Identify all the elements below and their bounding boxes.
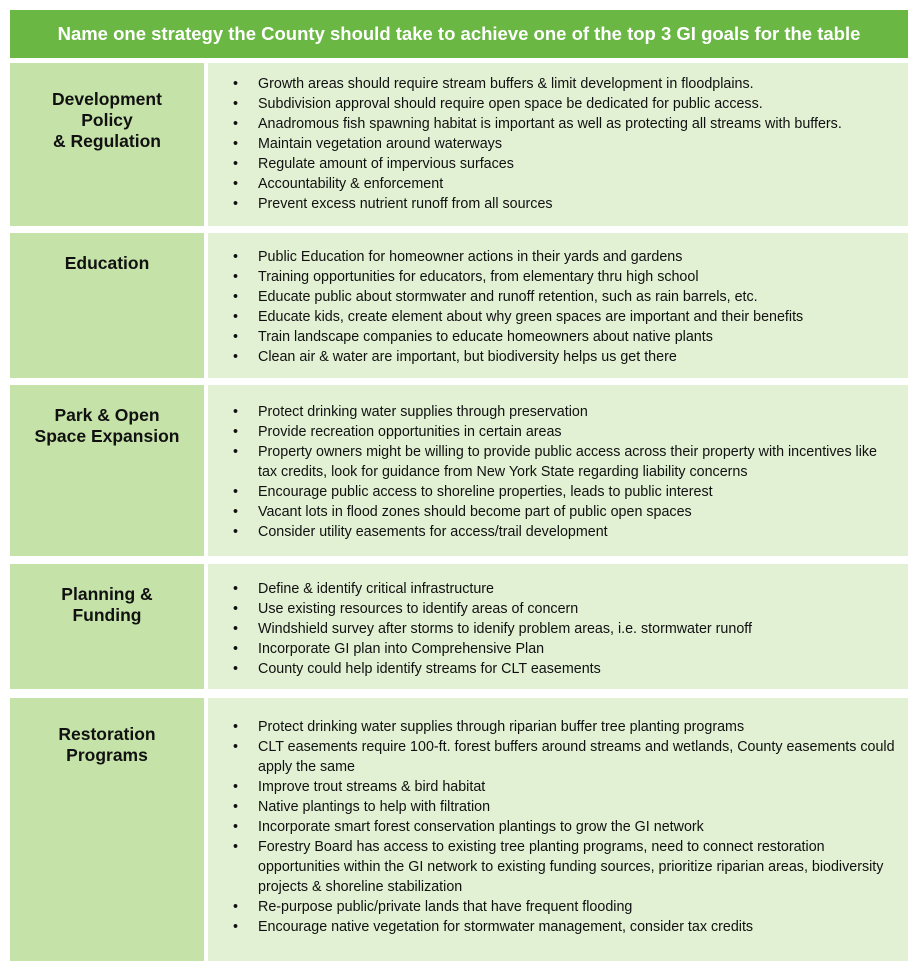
list-item: • Growth areas should require stream buffers & limit development in floodplains. xyxy=(208,74,896,94)
list-item: • Educate kids, create element about why green spaces are important and their benefits xyxy=(208,307,896,327)
list-item: • Subdivision approval should require open space be dedicated for public access. xyxy=(208,94,896,114)
section-education xyxy=(10,233,908,378)
list-item: • CLT easements require 100-ft. forest buffers around streams and wetlands, County easements could apply the same xyxy=(208,737,896,777)
list-item: • Protect drinking water supplies through preservation xyxy=(208,402,896,422)
section-restoration-programs xyxy=(10,698,908,961)
list-item: • Encourage public access to shoreline properties, leads to public interest xyxy=(208,482,896,502)
list-item: • Use existing resources to identify areas of concern xyxy=(208,599,896,619)
section-content xyxy=(208,385,908,556)
list-item: • Maintain vegetation around waterways xyxy=(208,134,896,154)
section-development-policy xyxy=(10,63,908,226)
section-label xyxy=(10,233,204,378)
list-item: • County could help identify streams for CLT easements xyxy=(208,659,896,679)
section-label-line: Development xyxy=(52,89,162,109)
list-item: • Prevent excess nutrient runoff from all sources xyxy=(208,194,896,214)
list-item: • Improve trout streams & bird habitat xyxy=(208,777,896,797)
strategy-list xyxy=(208,402,896,542)
list-item: • Anadromous fish spawning habitat is important as well as protecting all streams with buffers. xyxy=(208,114,896,134)
list-item: • Public Education for homeowner actions in their yards and gardens xyxy=(208,247,896,267)
section-label xyxy=(10,385,204,556)
section-label-line: Policy xyxy=(81,110,133,130)
page-title: Name one strategy the County should take to achieve one of the top 3 GI goals for the table xyxy=(10,10,908,58)
list-item: • Regulate amount of impervious surfaces xyxy=(208,154,896,174)
section-label-line: Programs xyxy=(66,745,148,765)
strategy-list xyxy=(208,579,896,679)
list-item: • Training opportunities for educators, from elementary thru high school xyxy=(208,267,896,287)
section-label-line: Space Expansion xyxy=(34,426,180,446)
strategy-list xyxy=(208,717,896,937)
list-item: • Incorporate smart forest conservation plantings to grow the GI network xyxy=(208,817,896,837)
section-label-line: Funding xyxy=(72,605,142,625)
list-item: • Property owners might be willing to provide public access across their property with incentives like tax credits, look for guidance from New York State regarding liability concerns xyxy=(208,442,896,482)
list-item: • Re-purpose public/private lands that have frequent flooding xyxy=(208,897,896,917)
list-item: • Windshield survey after storms to idenify problem areas, i.e. stormwater runoff xyxy=(208,619,896,639)
list-item: • Consider utility easements for access/trail development xyxy=(208,522,896,542)
list-item: • Train landscape companies to educate homeowners about native plants xyxy=(208,327,896,347)
section-label-line: Restoration xyxy=(58,724,156,744)
list-item: • Educate public about stormwater and runoff retention, such as rain barrels, etc. xyxy=(208,287,896,307)
section-label-line: Park & Open xyxy=(54,405,160,425)
section-label xyxy=(10,63,204,226)
section-label-line: Education xyxy=(64,253,150,273)
list-item: • Native plantings to help with filtration xyxy=(208,797,896,817)
section-content xyxy=(208,564,908,689)
strategy-list xyxy=(208,247,896,367)
section-label-line: Planning & xyxy=(61,584,153,604)
section-content xyxy=(208,698,908,961)
list-item: • Forestry Board has access to existing tree planting programs, need to connect restoration opportunities within the GI network to existing funding sources, prioritize riparian areas, biodiversity projects & shoreline stabilization xyxy=(208,837,896,897)
section-label-line: & Regulation xyxy=(53,131,161,151)
list-item: • Vacant lots in flood zones should become part of public open spaces xyxy=(208,502,896,522)
list-item: • Accountability & enforcement xyxy=(208,174,896,194)
list-item: • Provide recreation opportunities in certain areas xyxy=(208,422,896,442)
list-item: • Clean air & water are important, but biodiversity helps us get there xyxy=(208,347,896,367)
list-item: • Incorporate GI plan into Comprehensive Plan xyxy=(208,639,896,659)
strategy-list xyxy=(208,74,896,214)
section-planning-funding xyxy=(10,564,908,689)
section-label xyxy=(10,564,204,689)
list-item: • Protect drinking water supplies through riparian buffer tree planting programs xyxy=(208,717,896,737)
list-item: • Define & identify critical infrastructure xyxy=(208,579,896,599)
section-content xyxy=(208,233,908,378)
section-label xyxy=(10,698,204,961)
section-content xyxy=(208,63,908,226)
list-item: • Encourage native vegetation for stormwater management, consider tax credits xyxy=(208,917,896,937)
section-park-open-space xyxy=(10,385,908,556)
